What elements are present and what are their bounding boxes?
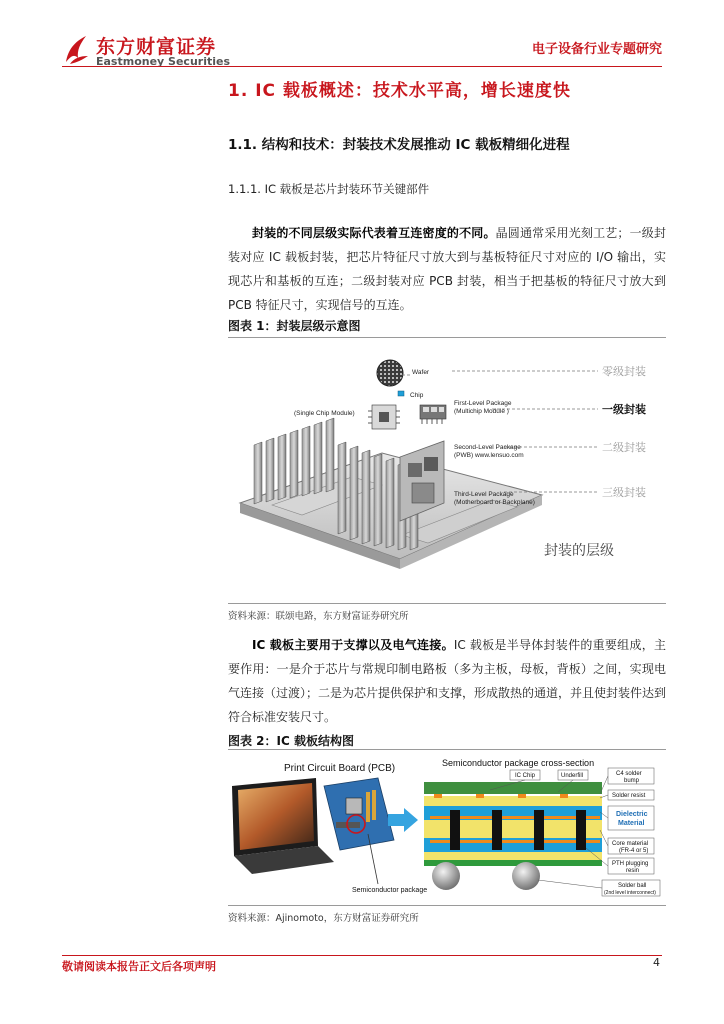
solder-ball-label-1: Solder ball [618,883,647,889]
third-level-label: Third-Level Package [454,491,514,498]
core-material-label-1: Core material [612,841,649,847]
second-level-sub-label: (PWB) www.lensuo.com [454,452,524,459]
figure-2-top-rule [228,749,666,750]
paragraph-2-text: IC 载板是半导体封装件的重要组成，主要作用：一是介于芯片与常规印制电路板（多为主板，母板，背板）之间，实现电气连接（过渡）；二是为芯片提供保护和支撑，形成散热的通道，并且使封装件达到符合标准安装尺寸。 [228,638,667,724]
figure-2-caption: 图表 2：IC 载板结构图 [228,734,354,748]
footer-divider [62,955,662,956]
dielectric-label-1: Dielectric [616,811,648,818]
pth-label-1: PTH plugging [612,861,649,867]
semiconductor-package-label: Semiconductor package [352,887,428,894]
paragraph-1-lead: 封装的不同层级实际代表着互连密度的不同。 [252,226,496,240]
substrate-cross-section [424,782,602,890]
dielectric-label-2: Material [618,820,645,827]
wafer-label: Wafer [412,369,430,376]
figure-1-source: 资料来源：联颂电路，东方财富证券研究所 [228,611,409,622]
pcb-title: Print Circuit Board (PCB) [284,763,396,774]
section-heading-1: 1. IC 载板概述：技术水平高，增长速度快 [228,81,571,101]
third-level-sub-label: (Motherboard or Backplane) [454,499,535,506]
solder-ball-label-2: (2nd level interconnect) [604,890,656,896]
logo-english-name: Eastmoney Securities [96,55,231,68]
figure-2-source: 资料来源：Ajinomoto，东方财富证券研究所 [228,913,419,924]
logo-chinese-name: 东方财富证券 [96,36,217,58]
logo-mark-icon [62,32,90,66]
paragraph-2-lead: IC 载板主要用于支撑以及电气连接。 [252,638,454,652]
level-2-label: 二级封装 [602,442,646,454]
header-divider [62,66,662,67]
laptop-icon [232,778,334,874]
c4-bump-label-1: C4 solder [616,771,642,777]
body-paragraph-2 [228,633,666,729]
single-chip-label: (Single Chip Module) [294,410,355,417]
second-level-label: Second-Level Package [454,444,521,451]
level-1-label: 一级封装 [602,404,646,416]
ic-chip-label: IC Chip [515,773,536,779]
section-heading-1-1: 1.1. 结构和技术：封装技术发展推动 IC 载板精细化进程 [228,137,570,153]
section-heading-1-1-1: 1.1.1. IC 载板是芯片封装环节关键部件 [228,182,430,196]
pth-label-2: resin [626,868,640,874]
body-paragraph-1 [228,221,666,317]
c4-bump-label-2: bump [624,778,640,784]
page-number: 4 [653,956,660,969]
solder-resist-label: Solder resist [612,793,646,799]
disclaimer-note[interactable]: 敬请阅读本报告正文后各项声明 [62,960,216,973]
level-3-label: 三级封装 [602,487,646,499]
packaging-levels-title: 封装的层级 [544,542,614,558]
figure-1-bottom-rule [228,603,666,604]
cross-section-title: Semiconductor package cross-section [442,758,595,768]
first-level-sub-label: (Multichip Module ) [454,408,509,415]
packaging-levels-figure [232,345,660,593]
motherboard-icon [324,778,394,850]
chip-label: Chip [410,392,424,399]
core-material-label-2: (FR-4 or 5) [619,848,649,854]
first-level-label: First-Level Package [454,400,512,407]
paragraph-1-text: 晶圆通常采用光刻工艺；一级封装对应 IC 载板封装，把芯片特征尺寸放大到与基板特征尺寸对应的 I/O 输出，实现芯片和基板的互连；二级封装对应 PCB 封装，相当于把基板的特征尺寸放大到 PCB 特征尺寸，实现信号的互连。 [228,226,666,312]
figure-2-bottom-rule [228,905,666,906]
figure-1-caption: 图表 1：封装层级示意图 [228,319,361,333]
report-type: 电子设备行业专题研究 [531,42,662,57]
ic-substrate-structure-figure [228,752,666,902]
underfill-label: Underfill [561,773,584,779]
figure-1-top-rule [228,337,666,338]
level-0-label: 零级封装 [602,366,646,378]
